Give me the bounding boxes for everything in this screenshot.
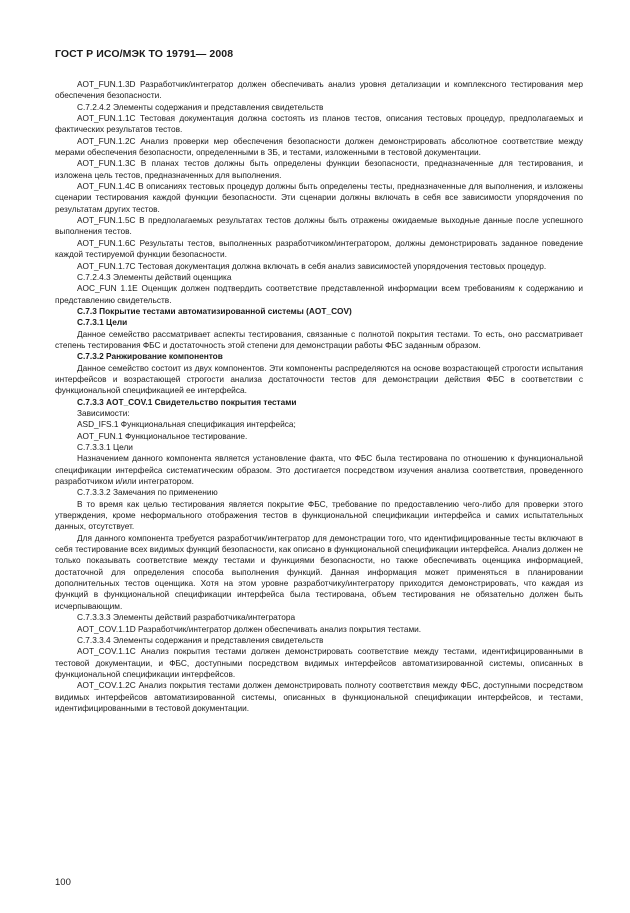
paragraph: AOT_COV.1.2C Анализ покрытия тестами должен демонстрировать полноту соответствия между ФБС, доступными посредством видимых интерфейсов автоматизированной системы, описанных в функциональной спецификации интерфейсов, и тестами, идентифицированными в тестовой документации. — [55, 680, 583, 713]
paragraph: Данное семейство состоит из двух компонентов. Эти компоненты распределяются на основе возрастающей строгости испытания интерфейсов и возрастающей строгости анализа достаточности тестов для демонстрации действия ФБС в соответствии с функциональной спецификацией ее интерфейса. — [55, 362, 583, 396]
paragraph: С.7.3.3.2 Замечания по применению — [77, 487, 218, 498]
paragraph: С.7.3.3.4 Элементы содержания и представления свидетельств — [77, 634, 324, 645]
paragraph: В то время как целью тестирования является покрытие ФБС, требование по предоставлению чего-либо для проверки этого утверждения, кроме неформального отображения тестов в функциональной спецификации интерфейса и самих испытательных данных, отсутствует. — [55, 498, 583, 532]
paragraph: С.7.3.3.3 Элементы действий разработчика/интегратора — [77, 612, 296, 623]
paragraph: Данное семейство рассматривает аспекты тестирования, связанные с полнотой покрытия тестами. То есть, оно рассматривает степень тестирования ФБС и достаточность этой степени для демонстрации работы ФБС заданным образом. — [55, 328, 583, 350]
paragraph: Назначением данного компонента является установление факта, что ФБС была тестирована по отношению к функциональной спецификации интерфейса систематическим образом. Это достигается посредством изучения анализа соответствия, проведенного разработчиком и/или интегратором. — [55, 453, 583, 487]
paragraph: AOT_FUN.1.2C Анализ проверки мер обеспечения безопасности должен демонстрировать абсолютное соответствие между мерами обеспечения безопасности, определенными в ЗБ, и тестами, изложенными в тестовой документации. — [55, 135, 583, 158]
paragraph: AOT_COV.1.1D Разработчик/интегратор должен обеспечивать анализ покрытия тестами. — [77, 623, 422, 634]
page-number: 100 — [55, 877, 71, 888]
paragraph: AOT_FUN.1.3D Разработчик/интегратор должен обеспечивать анализ уровня детализации и комплексного тестирования мер обеспечения безопасности. — [55, 79, 583, 101]
section-heading: С.7.3.2 Ранжирование компонентов — [77, 351, 223, 362]
paragraph: Для данного компонента требуется разработчик/интегратор для демонстрации того, что идентифицированные тесты включают в себя тестирование всех видимых функций безопасности, как описано в функциональной спецификации интерфейса. Анализ должен не только показывать соответствие между тестами и функциями безопасности, но также обеспечивать оценщика информацией, достаточной для определения способа выполнения функций. Данная информация может применяться в планировании дополнительных тестов оценщика. Хотя на этом уровне разработчику/интегратору приходится демонстрировать, что каждая из функций в функциональной спецификации интерфейса была тестирована, объем тестирования не обязательно должен быть исчерпывающим. — [55, 532, 583, 611]
paragraph: ASD_IFS.1 Функциональная спецификация интерфейса; — [77, 419, 296, 430]
section-heading: С.7.3.3 AOT_COV.1 Свидетельство покрытия тестами — [77, 396, 297, 407]
paragraph: AOT_COV.1.1C Анализ покрытия тестами должен демонстрировать соответствие между тестами, идентифицированными в тестовой документации, и ФБС, доступными посредством видимых интерфейсов автоматизированной системы, описанных в функциональной спецификации интерфейсов. — [55, 646, 583, 679]
section-heading: С.7.3.1 Цели — [77, 317, 128, 328]
paragraph: AOT_FUN.1.7C Тестовая документация должна включать в себя анализ зависимостей упорядочения тестовых процедур. — [77, 260, 547, 271]
paragraph: С.7.2.4.3 Элементы действий оценщика — [77, 271, 232, 282]
paragraph: Зависимости: — [77, 407, 130, 418]
paragraph: С.7.3.3.1 Цели — [77, 442, 133, 452]
running-header: ГОСТ Р ИСО/МЭК ТО 19791— 2008 — [55, 48, 234, 60]
paragraph: AOT_FUN.1.3C В планах тестов должны быть определены функции безопасности, предназначенные для тестирования, и изложена цель тестов, предназначенных для выполнения. — [55, 158, 583, 180]
paragraph: AOC_FUN 1.1E Оценщик должен подтвердить соответствие представленной информации всем требованиям к содержанию и представлению свидетельств. — [55, 283, 583, 305]
body-text — [55, 79, 583, 714]
paragraph: С.7.2.4.2 Элементы содержания и представления свидетельств — [77, 101, 324, 112]
paragraph: AOT_FUN.1.4C В описаниях тестовых процедур должны быть определены тесты, предназначенные для выполнения, и изложены сценарии тестирования каждой функции безопасности. Эти сценарии должны включать в себя все зависимости упорядочения по результатам других тестов. — [55, 181, 583, 214]
paragraph: AOT_FUN.1.6C Результаты тестов, выполненных разработчиком/интегратором, должны демонстрировать заданное поведение каждой тестируемой функции безопасности. — [55, 237, 583, 260]
paragraph: AOT_FUN.1.1C Тестовая документация должна состоять из планов тестов, описания тестовых процедур, предполагаемых и фактических результатов тестов. — [55, 113, 583, 135]
section-heading: С.7.3 Покрытие тестами автоматизированной системы (AOT_COV) — [77, 305, 352, 316]
paragraph: AOT_FUN.1 Функциональное тестирование. — [77, 430, 248, 441]
paragraph: AOT_FUN.1.5C В предполагаемых результатах тестов должны быть отражены ожидаемые выходные данные после успешного выполнения тестов. — [55, 215, 583, 237]
